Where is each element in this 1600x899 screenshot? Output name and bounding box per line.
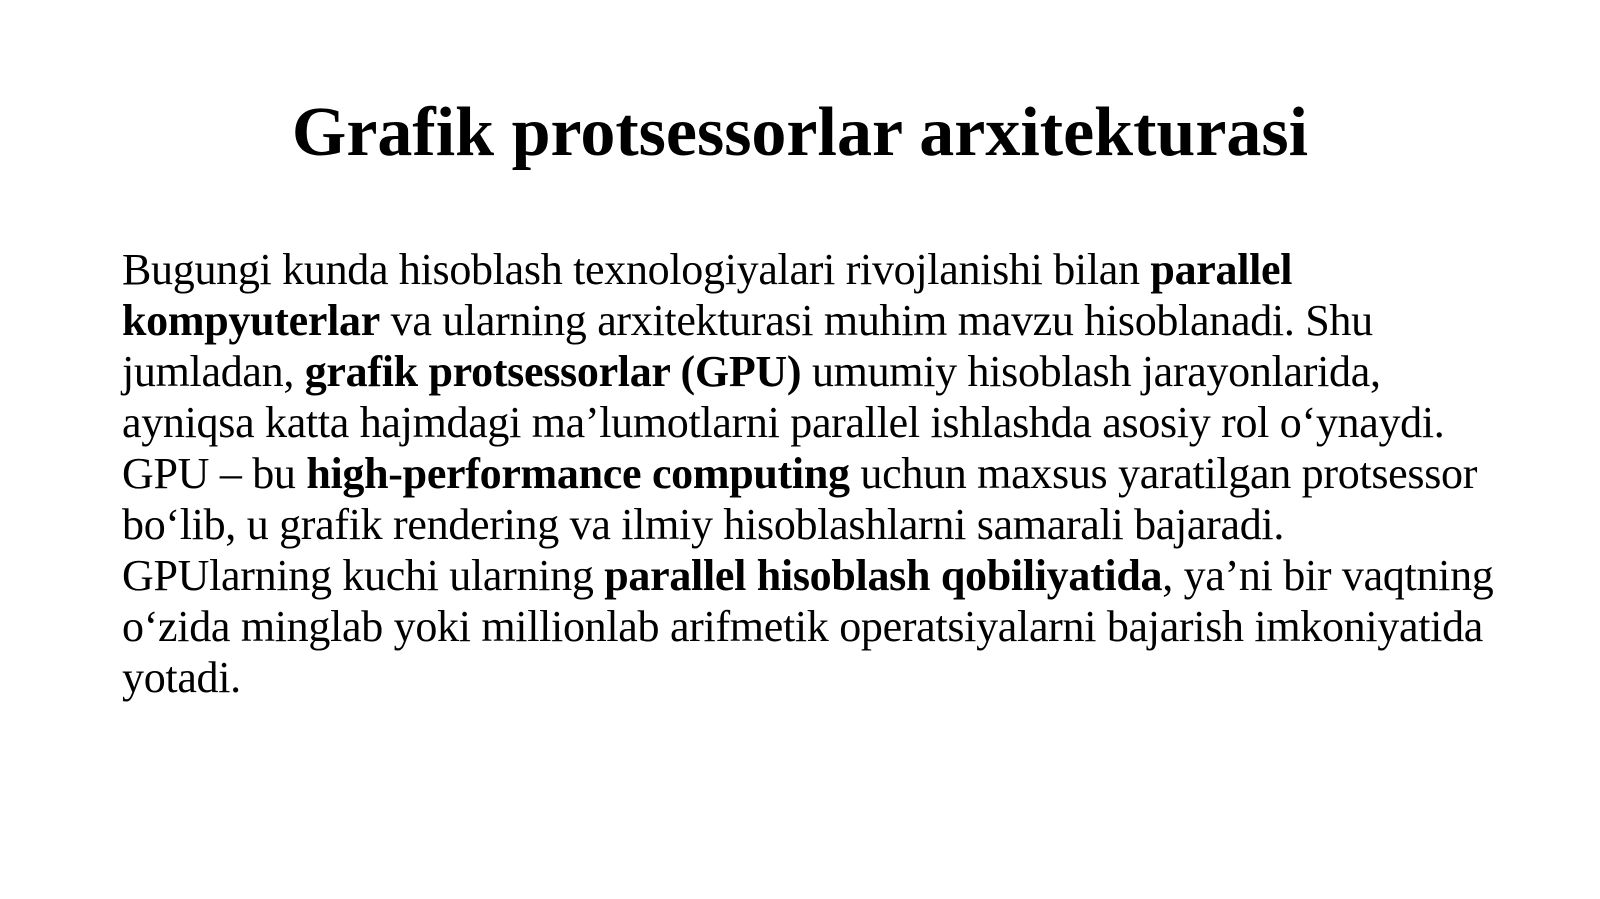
body-emphasis-parallel-hisoblash: parallel hisoblash qobiliyatida [604,551,1163,600]
body-text-segment: va ularning arxitekturasi muhim mavzu hisoblanadi. Shu jumladan, [122,296,1373,396]
body-text-segment: uchun maxsus yaratilgan protsessor bo‘lib, u grafik rendering va ilmiy hisoblashlarni samarali bajaradi. GPUlarning kuchi ularning [122,449,1478,600]
body-text-segment: Bugungi kunda hisoblash texnologiyalari rivojlanishi bilan [122,245,1151,294]
slide-body-paragraph [122,244,1502,703]
body-text-segment: umumiy hisoblash jarayonlarida, ayniqsa katta hajmdagi ma’lumotlarni parallel ishlashda asosiy rol o‘ynaydi. GPU – bu [122,347,1445,498]
body-emphasis-gpu: grafik protsessorlar (GPU) [304,347,802,396]
body-emphasis-hpc: high-performance computing [306,449,850,498]
body-emphasis-parallel-kompyuterlar: parallel kompyuterlar [122,245,1293,345]
slide-title: Grafik protsessorlar arxitekturasi [291,94,1309,171]
body-text-segment: , ya’ni bir vaqtning o‘zida minglab yoki millionlab arifmetik operatsiyalarni bajarish imkoniyatida yotadi. [122,551,1494,702]
